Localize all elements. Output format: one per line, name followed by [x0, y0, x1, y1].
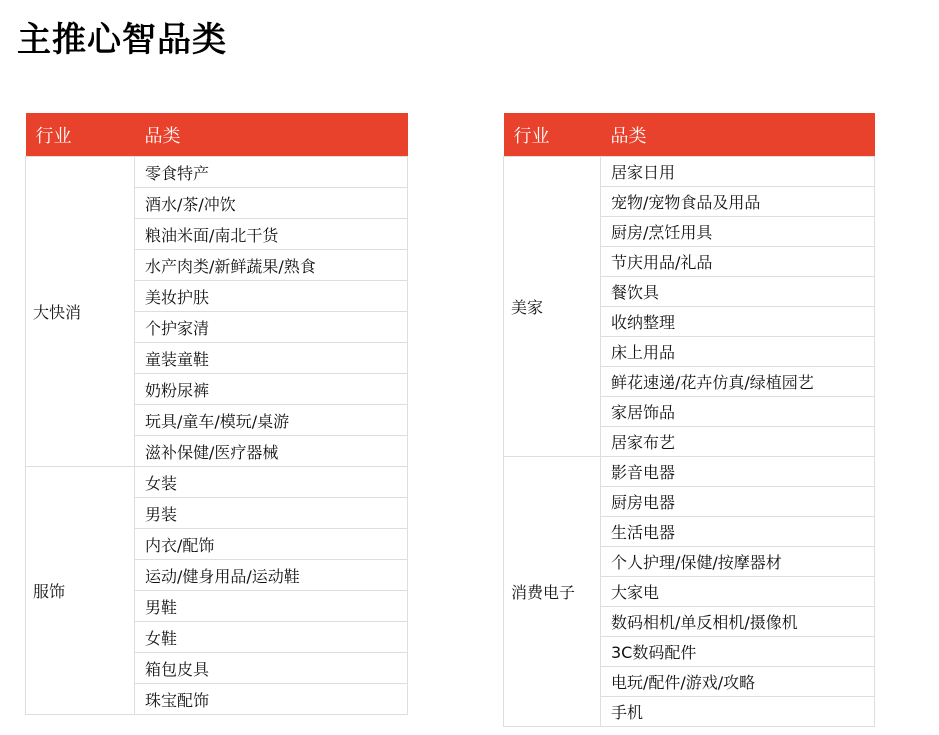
- category-cell: 3C数码配件: [601, 637, 875, 667]
- table-header-row: [504, 113, 875, 157]
- category-cell: 家居饰品: [601, 397, 875, 427]
- category-cell: 男鞋: [135, 591, 408, 622]
- category-cell: 收纳整理: [601, 307, 875, 337]
- category-cell: 奶粉尿裤: [135, 374, 408, 405]
- category-cell: 影音电器: [601, 457, 875, 487]
- category-cell: 珠宝配饰: [135, 684, 408, 715]
- category-table-left: [25, 113, 408, 715]
- category-cell: 美妆护肤: [135, 281, 408, 312]
- category-cell: 个护家清: [135, 312, 408, 343]
- category-cell: 厨房/烹饪用具: [601, 217, 875, 247]
- category-cell: 运动/健身用品/运动鞋: [135, 560, 408, 591]
- industry-cell: 消费电子: [504, 457, 601, 727]
- category-cell: 零食特产: [135, 157, 408, 188]
- category-cell: 箱包皮具: [135, 653, 408, 684]
- category-cell: 手机: [601, 697, 875, 727]
- table-row: [26, 467, 408, 498]
- category-cell: 男装: [135, 498, 408, 529]
- table-row: [504, 457, 875, 487]
- category-cell: 玩具/童车/模玩/桌游: [135, 405, 408, 436]
- category-cell: 宠物/宠物食品及用品: [601, 187, 875, 217]
- category-cell: 酒水/茶/冲饮: [135, 188, 408, 219]
- category-cell: 节庆用品/礼品: [601, 247, 875, 277]
- category-cell: 个人护理/保健/按摩器材: [601, 547, 875, 577]
- header-category: 品类: [135, 113, 408, 157]
- category-cell: 滋补保健/医疗器械: [135, 436, 408, 467]
- category-cell: 餐饮具: [601, 277, 875, 307]
- category-cell: 电玩/配件/游戏/攻略: [601, 667, 875, 697]
- industry-cell: 大快消: [26, 157, 135, 467]
- category-cell: 居家日用: [601, 157, 875, 187]
- category-cell: 大家电: [601, 577, 875, 607]
- category-cell: 生活电器: [601, 517, 875, 547]
- page-title: 主推心智品类: [17, 20, 227, 60]
- category-cell: 女鞋: [135, 622, 408, 653]
- category-cell: 粮油米面/南北干货: [135, 219, 408, 250]
- header-category: 品类: [601, 113, 875, 157]
- header-industry: 行业: [504, 113, 601, 157]
- header-industry: 行业: [26, 113, 135, 157]
- table-header-row: [26, 113, 408, 157]
- table-body-left: [26, 157, 408, 715]
- category-cell: 床上用品: [601, 337, 875, 367]
- table-body-right: [504, 157, 875, 727]
- table-row: [504, 157, 875, 187]
- category-cell: 女装: [135, 467, 408, 498]
- category-cell: 内衣/配饰: [135, 529, 408, 560]
- category-cell: 童装童鞋: [135, 343, 408, 374]
- category-cell: 厨房电器: [601, 487, 875, 517]
- industry-cell: 服饰: [26, 467, 135, 715]
- category-table-right: [503, 113, 875, 727]
- category-cell: 居家布艺: [601, 427, 875, 457]
- category-cell: 鲜花速递/花卉仿真/绿植园艺: [601, 367, 875, 397]
- table-row: [26, 157, 408, 188]
- category-cell: 数码相机/单反相机/摄像机: [601, 607, 875, 637]
- category-cell: 水产肉类/新鲜蔬果/熟食: [135, 250, 408, 281]
- industry-cell: 美家: [504, 157, 601, 457]
